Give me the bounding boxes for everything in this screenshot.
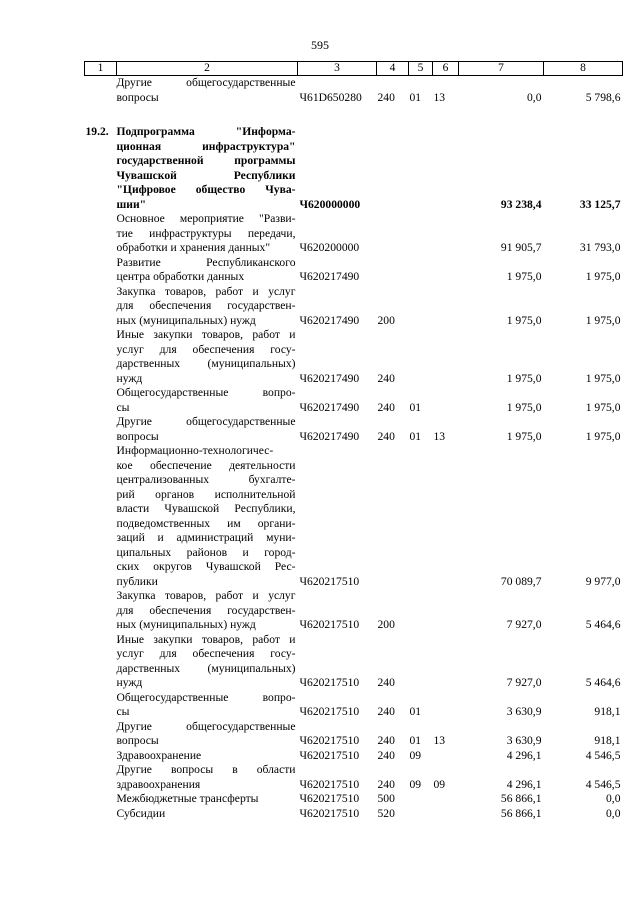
amount-col8: 5 798,6 [585, 90, 621, 104]
item-name-line: Здравоохранение [116, 748, 202, 762]
expense-type: 520 [377, 806, 395, 820]
item-name [117, 328, 298, 386]
column-header: 5 [409, 62, 433, 76]
table-row [85, 691, 623, 720]
item-name-line: Иные закупки товаров, работ и [116, 328, 296, 341]
table-row [85, 763, 623, 792]
table-row [85, 256, 623, 285]
section-code: 01 [409, 400, 422, 414]
item-name-line: для обеспечения государствен- [116, 299, 296, 312]
item-name [117, 444, 298, 589]
section-code: 01 [409, 90, 422, 104]
section-code [409, 807, 433, 822]
item-number [85, 415, 117, 444]
amount-col7: 7 927,0 [506, 676, 542, 689]
item-name [117, 763, 298, 792]
target-article-code: Ч620217510 [299, 734, 360, 747]
expense-type: 200 [377, 618, 395, 631]
item-number [85, 256, 117, 285]
item-name-line: заций и администраций муни- [116, 531, 296, 544]
target-article-code: Ч620217510 [299, 777, 360, 791]
item-number: 19.2. [85, 125, 109, 138]
expense-type: 240 [377, 429, 395, 443]
subsection-code [433, 589, 459, 633]
item-name-line: Субсидии [116, 806, 166, 820]
table-row [85, 589, 623, 633]
amount-col7: 1 975,0 [506, 371, 542, 385]
subsection-code [433, 328, 459, 386]
spacer-cell [85, 105, 623, 125]
subsection-code [433, 807, 459, 822]
amount-col8: 4 546,5 [585, 777, 621, 791]
expense-type [377, 256, 409, 285]
subsection-code: 13 [433, 429, 446, 443]
amount-col7: 70 089,7 [500, 574, 542, 588]
item-name-line: Другие общегосударственные [116, 719, 296, 733]
table-row [85, 749, 623, 764]
section-code [409, 256, 433, 285]
expense-type [377, 444, 409, 589]
item-name-line: сы [116, 705, 130, 718]
subsection-code [433, 125, 459, 212]
page-number: 595 [311, 38, 329, 52]
table-row [85, 285, 623, 329]
table-row [85, 328, 623, 386]
item-number [85, 212, 117, 256]
amount-col8: 918,1 [594, 734, 621, 747]
item-name-line: государственной программы [116, 154, 296, 167]
amount-col7: 7 927,0 [506, 618, 542, 631]
amount-col8: 1 975,0 [585, 270, 621, 283]
expense-type: 240 [377, 90, 395, 104]
subsection-code: 13 [433, 734, 446, 747]
item-name-line: централизованных бухгалте- [116, 473, 296, 486]
item-number [85, 285, 117, 329]
amount-col8: 1 975,0 [585, 371, 621, 385]
table-row [85, 720, 623, 749]
item-number [85, 763, 117, 792]
amount-col7: 56 866,1 [500, 792, 542, 805]
item-name-line: ных (муниципальных) нужд [116, 618, 256, 631]
subsection-code [433, 386, 459, 415]
table-row [85, 212, 623, 256]
item-number [85, 749, 117, 764]
subsection-code [433, 285, 459, 329]
item-number [85, 633, 117, 691]
column-number-header-row [85, 62, 623, 76]
item-name-line: услуг для обеспечения госу- [116, 342, 296, 356]
target-article-code: Ч620217510 [299, 705, 360, 718]
item-name [117, 633, 298, 691]
item-name-line: Другие общегосударственные [116, 76, 296, 89]
target-article-code: Ч620217510 [299, 748, 360, 762]
item-name [117, 256, 298, 285]
expense-type [377, 212, 409, 256]
item-name-line: тие инфраструктуры передачи, [116, 226, 296, 240]
section-code [409, 633, 433, 691]
expense-type: 240 [377, 748, 395, 762]
expense-type: 240 [377, 734, 395, 747]
item-name [117, 125, 298, 212]
target-article-code: Ч620217510 [299, 792, 360, 805]
amount-col7: 93 238,4 [500, 197, 542, 211]
item-name-line: нужд [116, 676, 143, 689]
target-article-code: Ч620217490 [299, 313, 360, 327]
expense-type: 240 [377, 371, 395, 385]
section-code: 01 [409, 429, 422, 443]
subsection-code [433, 633, 459, 691]
item-number [85, 691, 117, 720]
item-name-line: власти Чувашской Республики, [116, 502, 296, 515]
section-code [409, 125, 433, 212]
target-article-code: Ч620217510 [299, 806, 360, 820]
item-number [85, 589, 117, 633]
amount-col7: 56 866,1 [500, 806, 542, 820]
expense-type: 240 [377, 777, 395, 791]
item-name-line: публики [116, 574, 158, 588]
item-name-line: вопросы [116, 734, 159, 747]
item-name-line: ских округов Чувашской Рес- [116, 560, 296, 573]
amount-col8: 4 546,5 [585, 748, 621, 762]
item-number [85, 807, 117, 822]
item-name-line: Другие общегосударственные [116, 415, 296, 428]
section-code [409, 285, 433, 329]
amount-col7: 0,0 [527, 90, 542, 104]
column-header: 8 [544, 62, 623, 76]
section-code [409, 792, 433, 807]
item-name-line: ных (муниципальных) нужд [116, 313, 256, 327]
section-code: 01 [409, 705, 422, 718]
target-article-code: Ч620200000 [299, 241, 360, 254]
table-row [85, 633, 623, 691]
item-name-line: Общегосударственные вопро- [116, 386, 296, 399]
expense-type: 200 [377, 313, 395, 327]
table-row [85, 792, 623, 807]
item-name-line: рий органов исполнительной [116, 487, 296, 501]
item-name-line: ционная инфраструктура" [116, 139, 296, 153]
section-code [409, 212, 433, 256]
expense-type: 240 [377, 705, 395, 718]
column-header: 4 [377, 62, 409, 76]
amount-col7: 3 630,9 [506, 705, 542, 718]
item-name-line: Подпрограмма "Информа- [116, 125, 296, 138]
column-header: 2 [117, 62, 298, 76]
amount-col8: 918,1 [594, 705, 621, 718]
item-name [117, 212, 298, 256]
amount-col8: 0,0 [606, 792, 621, 805]
subsection-code [433, 691, 459, 720]
amount-col8: 5 464,6 [585, 676, 621, 689]
subsection-code: 13 [433, 90, 446, 104]
amount-col7: 1 975,0 [506, 429, 542, 443]
section-code: 09 [409, 748, 422, 762]
item-name-line: сы [116, 400, 130, 414]
budget-table-body [85, 76, 623, 822]
table-row [85, 415, 623, 444]
item-name-line: дарственных (муниципальных) [116, 357, 296, 370]
spacer-row [85, 105, 623, 125]
item-number [85, 444, 117, 589]
expense-type [377, 125, 409, 212]
column-header: 3 [298, 62, 377, 76]
table-row [85, 386, 623, 415]
item-number [85, 328, 117, 386]
subsection-code [433, 212, 459, 256]
item-name [117, 589, 298, 633]
item-name-line: услуг для обеспечения госу- [116, 647, 296, 660]
amount-col7: 3 630,9 [506, 734, 542, 747]
item-name-line: Закупка товаров, работ и услуг [116, 284, 296, 298]
target-article-code: Ч620217490 [299, 429, 360, 443]
subsection-code [433, 792, 459, 807]
expense-type: 500 [377, 792, 395, 805]
expense-type: 240 [377, 676, 395, 689]
item-name-line: подведомственных им органи- [116, 516, 296, 530]
item-name [117, 749, 298, 764]
item-name-line: Иные закупки товаров, работ и [116, 632, 296, 646]
amount-col7: 1 975,0 [506, 400, 542, 414]
target-article-code: Ч620217510 [299, 574, 360, 588]
section-code: 01 [409, 734, 422, 747]
amount-col8: 1 975,0 [585, 429, 621, 443]
item-name-line: здравоохранения [116, 777, 201, 791]
target-article-code: Ч620217510 [299, 618, 360, 631]
subsection-code: 09 [433, 777, 446, 791]
item-name [117, 386, 298, 415]
item-name-line: кое обеспечение деятельности [116, 458, 296, 472]
item-name [117, 415, 298, 444]
amount-col8: 0,0 [606, 806, 621, 820]
amount-col7: 4 296,1 [506, 748, 542, 762]
item-name-line: вопросы [116, 429, 159, 443]
item-name-line: обработки и хранения данных" [116, 241, 271, 254]
amount-col8: 1 975,0 [585, 400, 621, 414]
section-code [409, 328, 433, 386]
item-name-line: Чувашской Республики [116, 168, 296, 182]
item-name-line: дарственных (муниципальных) [116, 661, 296, 675]
table-row [85, 76, 623, 106]
amount-col8: 5 464,6 [585, 618, 621, 631]
target-article-code: Ч620000000 [299, 197, 361, 211]
item-name-line: Развитие Республиканского [116, 255, 296, 269]
section-code [409, 589, 433, 633]
item-name [117, 691, 298, 720]
item-name-line: для обеспечения государствен- [116, 603, 296, 617]
item-name-line: Межбюджетные трансферты [116, 792, 259, 805]
column-header: 7 [459, 62, 544, 76]
column-header: 1 [85, 62, 117, 76]
item-name-line: нужд [116, 371, 143, 385]
subsection-code [433, 256, 459, 285]
table-row [85, 444, 623, 589]
table-row [85, 125, 623, 212]
item-name-line: Основное мероприятие "Разви- [116, 212, 296, 225]
subsection-code [433, 444, 459, 589]
item-name [117, 792, 298, 807]
item-name-line: Закупка товаров, работ и услуг [116, 589, 296, 602]
amount-col8: 1 975,0 [585, 313, 621, 327]
column-header: 6 [433, 62, 459, 76]
amount-col7: 91 905,7 [500, 241, 542, 254]
amount-col8: 31 793,0 [579, 241, 621, 254]
amount-col7: 1 975,0 [506, 313, 542, 327]
item-name [117, 807, 298, 822]
amount-col7: 1 975,0 [506, 270, 542, 283]
subsection-code [433, 749, 459, 764]
item-name [117, 720, 298, 749]
item-name [117, 285, 298, 329]
target-article-code: Ч620217490 [299, 371, 360, 385]
item-number [85, 386, 117, 415]
item-name-line: вопросы [116, 90, 159, 104]
expense-type: 240 [377, 400, 395, 414]
table-row [85, 807, 623, 822]
item-name-line: центра обработки данных [116, 270, 245, 283]
target-article-code: Ч61D650280 [299, 90, 362, 104]
budget-table [84, 61, 623, 821]
section-code [409, 444, 433, 589]
amount-col8: 9 977,0 [585, 574, 621, 588]
target-article-code: Ч620217510 [299, 676, 360, 689]
amount-col8: 33 125,7 [579, 197, 621, 211]
item-name-line: ципальных районов и город- [116, 545, 296, 559]
item-name-line: Общегосударственные вопро- [116, 690, 296, 704]
item-name-line: шии" [116, 197, 147, 211]
item-name-line: "Цифровое общество Чува- [116, 183, 296, 196]
item-name [117, 76, 298, 106]
target-article-code: Ч620217490 [299, 270, 360, 283]
item-name-line: Другие вопросы в области [116, 763, 296, 776]
item-name-line: Информационно-технологичес- [116, 444, 274, 457]
target-article-code: Ч620217490 [299, 400, 360, 414]
section-code: 09 [409, 777, 422, 791]
item-number [85, 720, 117, 749]
item-number [85, 76, 117, 106]
amount-col7: 4 296,1 [506, 777, 542, 791]
item-number [85, 792, 117, 807]
